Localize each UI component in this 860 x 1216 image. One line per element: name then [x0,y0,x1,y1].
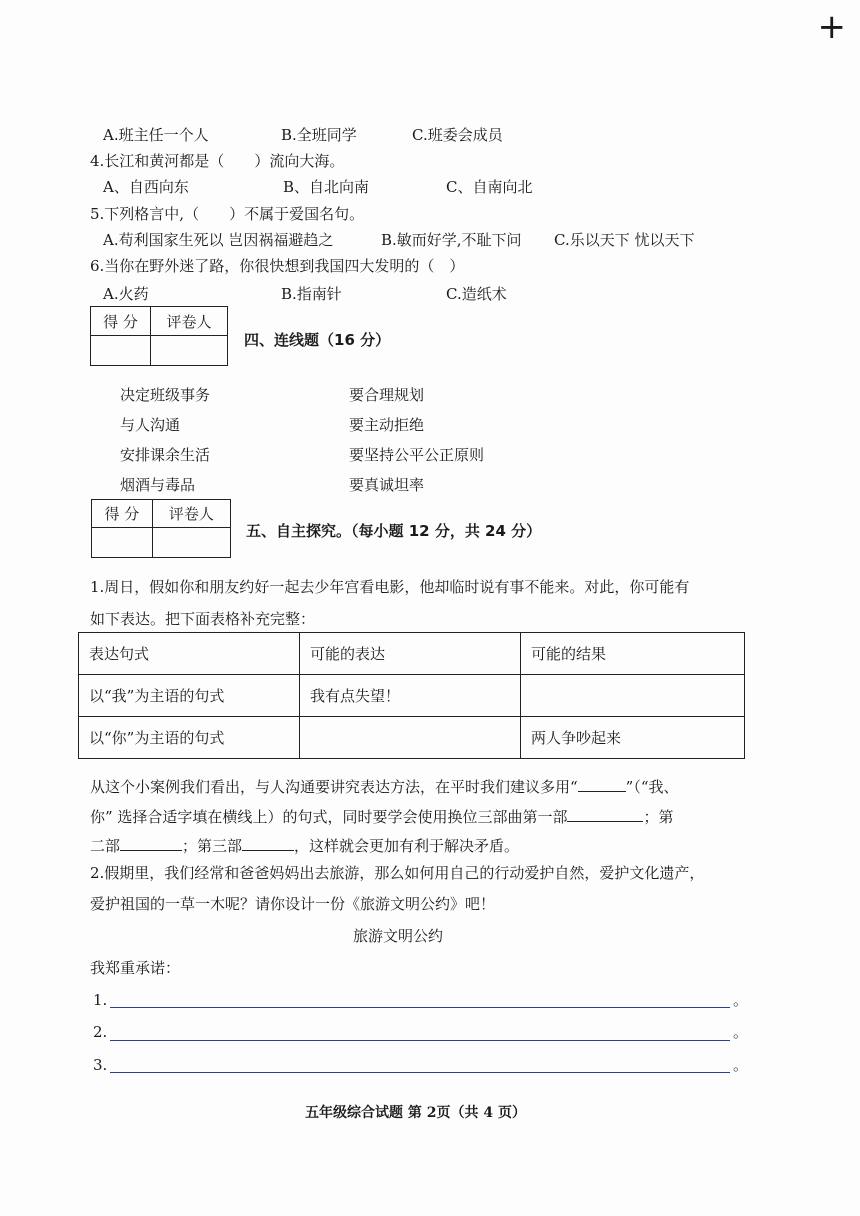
s5-paragraph-line [90,836,519,854]
score-cell[interactable] [92,528,153,558]
q3-option-a: A.班主任一个人 [103,126,209,144]
score-header: 得 分 [92,500,153,528]
corner-crosshair-mark: + [817,7,846,47]
s5-q2-text: 爱护祖国的一草一木呢？请你设计一份《旅游文明公约》吧！ [90,895,496,913]
q4-option-a: A、自西向东 [103,178,189,196]
q5-option-c: C.乐以天下 忧以天下 [554,231,695,249]
paragraph-text: 你” 选择合适字填在横线上）的句式，同时要学会使用换位三部曲第一部 [90,808,568,826]
grader-header: 评卷人 [152,500,230,528]
table-answer-cell[interactable] [521,675,745,717]
match-left-item[interactable]: 烟酒与毒品 [120,476,196,494]
paragraph-text: ；第 [643,808,674,826]
match-left-item[interactable]: 决定班级事务 [120,386,211,404]
match-left-item[interactable]: 与人沟通 [120,416,181,434]
score-cell[interactable] [91,336,151,366]
q4-option-c: C、自南向北 [446,178,533,196]
paragraph-text: ，这样就会更加有利于解决矛盾。 [294,837,520,855]
s5-paragraph-line [90,807,673,825]
line-end: 。 [733,1056,749,1074]
table-cell: 以“你”为主语的句式 [79,717,300,759]
grader-cell[interactable] [150,336,227,366]
match-left-item[interactable]: 安排课余生活 [120,446,211,464]
q4-stem: 4.长江和黄河都是（ ）流向大海。 [90,152,345,170]
table-header-cell: 可能的结果 [521,633,745,675]
q3-option-c: C.班委会成员 [412,126,503,144]
fill-blank[interactable] [120,836,182,851]
table-answer-cell[interactable] [300,717,521,759]
s5-q2-text: 2.假期里，我们经常和爸爸妈妈出去旅游，那么如何用自己的行动爱护自然，爱护文化遗产， [90,864,705,882]
s5-paragraph-line [90,777,679,795]
pledge-label: 我郑重承诺： [90,959,181,977]
match-right-item[interactable]: 要合理规划 [349,386,425,404]
fill-blank[interactable] [242,836,294,851]
q3-option-b: B.全班同学 [281,126,357,144]
paragraph-text: 二部 [90,837,121,855]
match-right-item[interactable]: 要主动拒绝 [349,416,425,434]
table-cell: 以“我”为主语的句式 [79,675,300,717]
q5-option-b: B.敏而好学,不耻下问 [381,231,522,249]
q6-stem: 6.当你在野外迷了路，你很快想到我国四大发明的（ ） [90,257,465,275]
page-footer: 五年级综合试题 第 2页（共 4 页） [305,1105,526,1121]
grader-header: 评卷人 [150,307,227,336]
line-end: 。 [733,1023,749,1041]
table-header-cell: 表达句式 [79,633,300,675]
q5-stem: 5.下列格言中,（ ）不属于爱国名句。 [90,205,365,223]
q6-option-a: A.火药 [103,285,149,303]
q6-option-b: B.指南针 [281,285,342,303]
table-row [79,675,745,717]
score-header: 得 分 [91,307,151,336]
answer-rule[interactable] [110,1072,730,1073]
table-cell: 我有点失望！ [300,675,521,717]
s5-q1-text: 如下表达。把下面表格补充完整： [90,610,316,628]
paragraph-text: 从这个小案例我们看出，与人沟通要讲究表达方法，在平时我们建议多用“ [90,778,578,796]
expression-table [78,632,745,759]
line-number: 1. [93,991,108,1009]
q6-option-c: C.造纸术 [446,285,507,303]
line-number: 2. [93,1023,108,1041]
grader-cell[interactable] [152,528,230,558]
table-cell: 两人争吵起来 [521,717,745,759]
section4-score-box [90,306,228,366]
match-right-item[interactable]: 要真诚坦率 [349,476,425,494]
paragraph-text: ；第三部 [182,837,243,855]
section5-score-box [91,499,231,558]
section5-title: 五、自主探究。（每小题 12 分，共 24 分） [246,522,542,540]
fill-blank[interactable] [578,777,626,792]
q4-option-b: B、自北向南 [283,178,370,196]
section4-title: 四、连线题（16 分） [244,331,391,349]
table-header-cell: 可能的表达 [300,633,521,675]
fill-blank[interactable] [567,807,643,822]
match-right-item[interactable]: 要坚持公平公正原则 [349,446,485,464]
convention-title: 旅游文明公约 [353,927,444,945]
s5-q1-text: 1.周日，假如你和朋友约好一起去少年宫看电影，他却临时说有事不能来。对此，你可能有 [90,578,690,596]
table-row [79,717,745,759]
paragraph-text: ”（“我、 [625,778,679,796]
q5-option-a: A.苟利国家生死以 岂因祸福避趋之 [103,231,334,249]
answer-rule[interactable] [110,1040,730,1041]
line-end: 。 [733,991,749,1009]
answer-rule[interactable] [110,1007,730,1008]
line-number: 3. [93,1056,108,1074]
